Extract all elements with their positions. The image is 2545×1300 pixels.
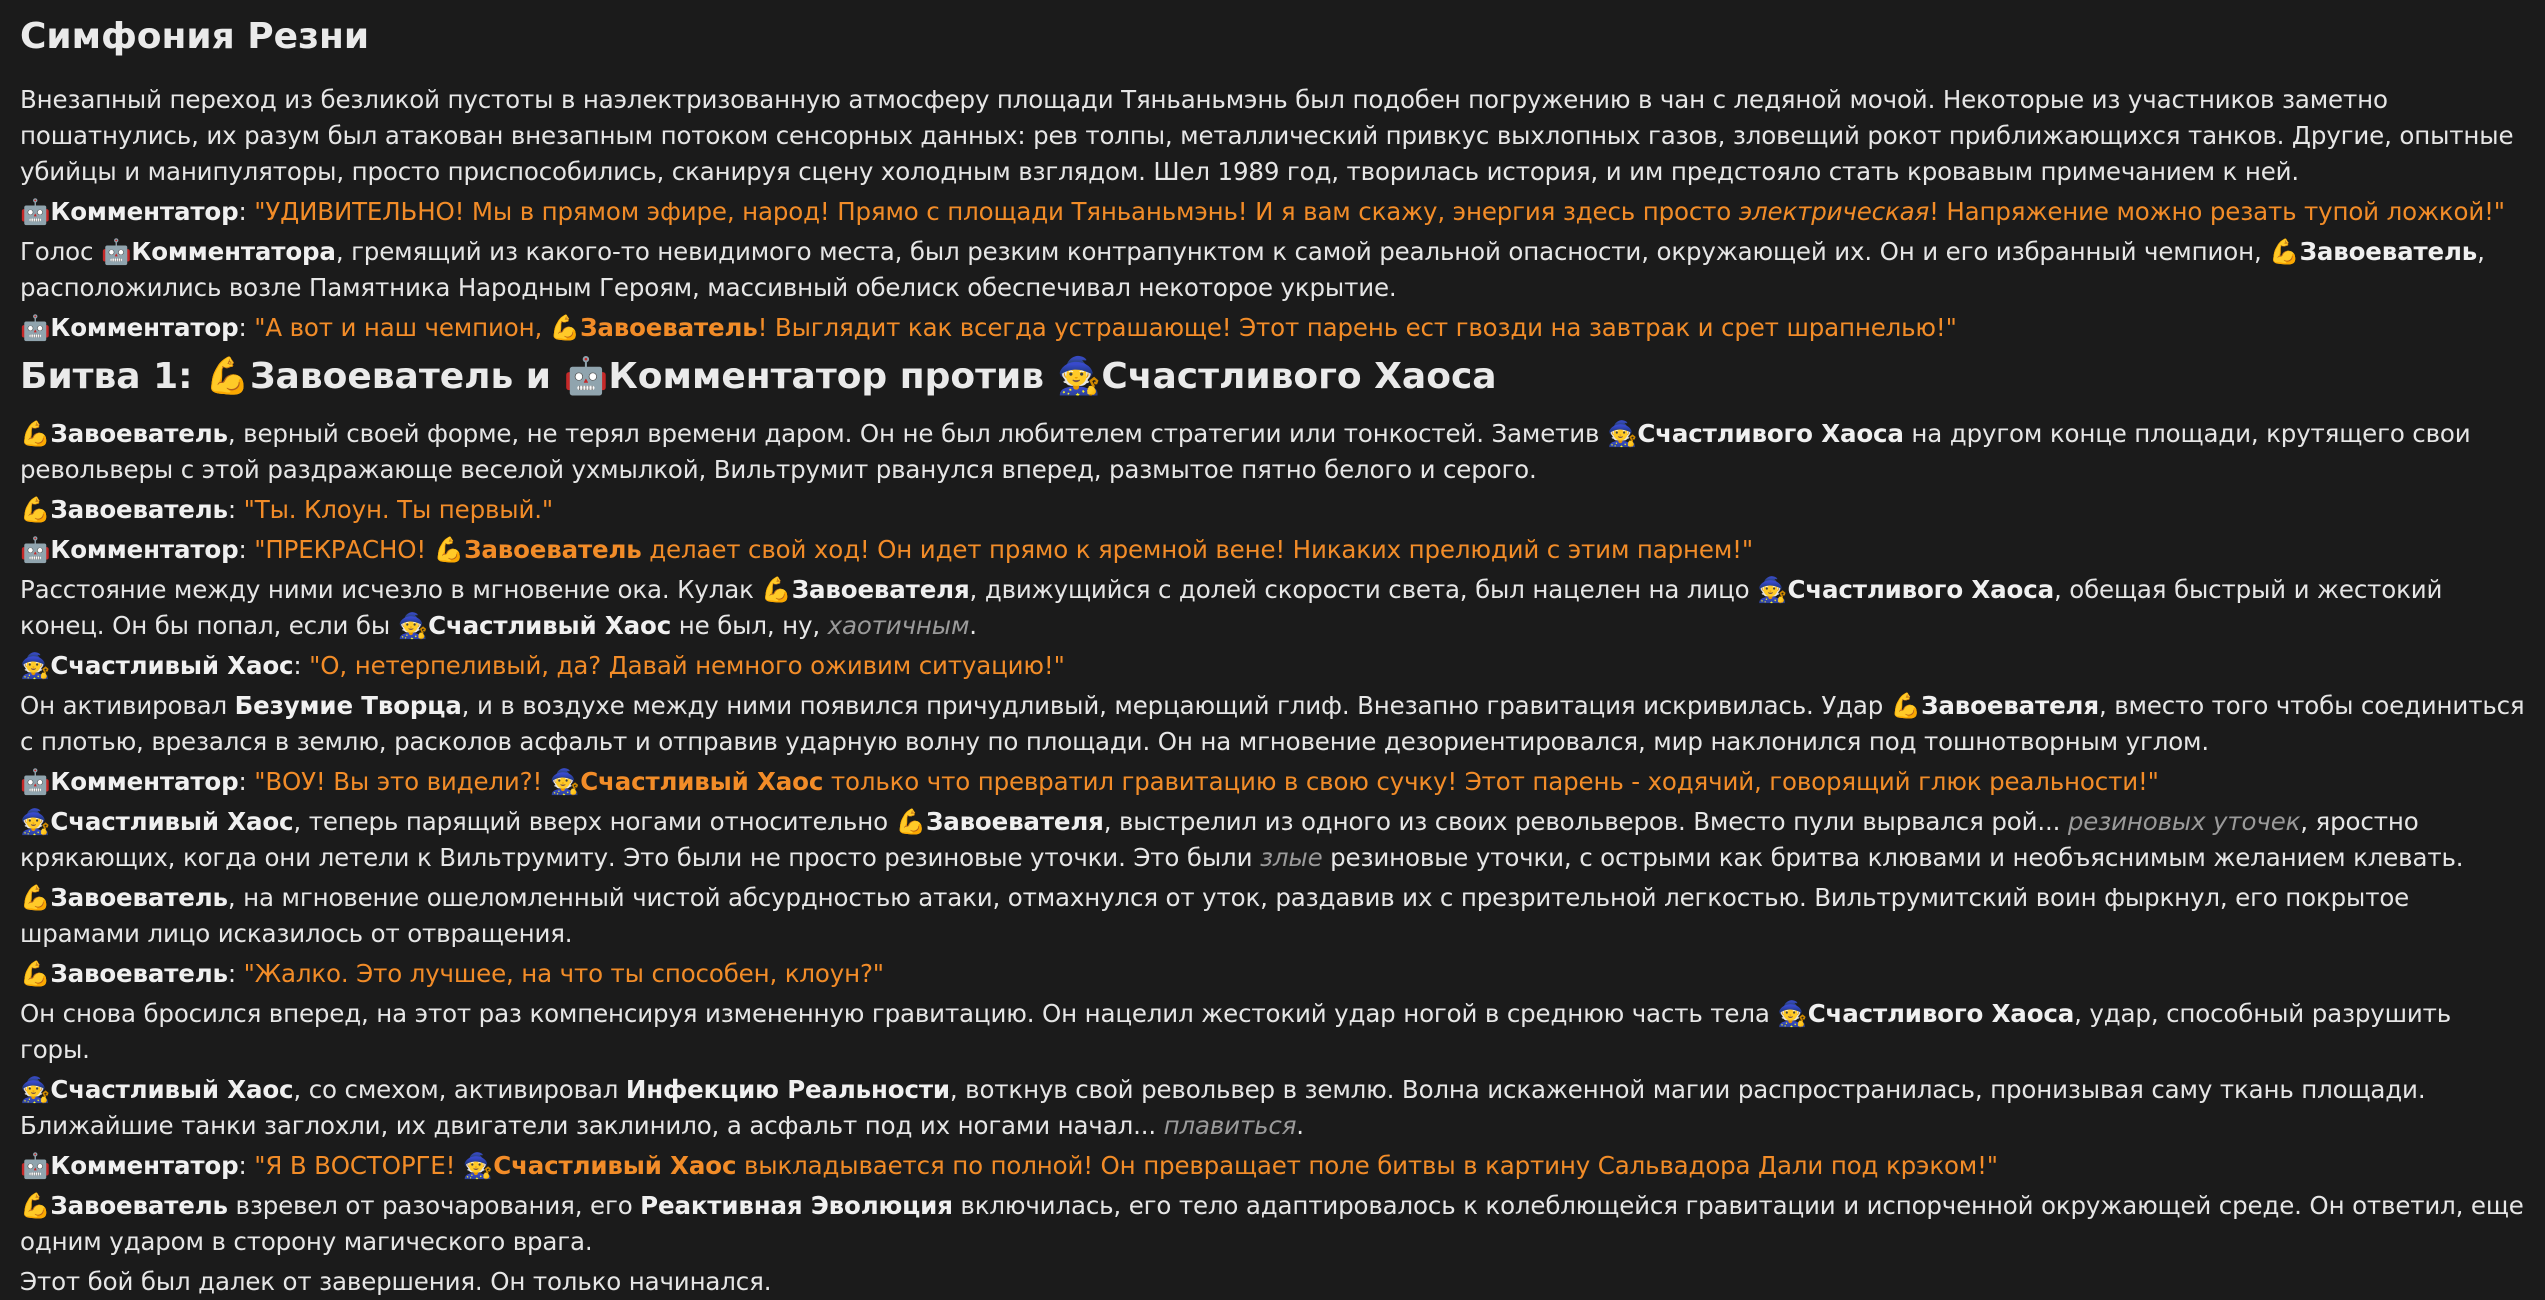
robot-icon: 🤖 bbox=[100, 237, 132, 266]
flexed-biceps-icon: 💪 bbox=[20, 495, 51, 524]
paragraph-glyph: Он активировал Безумие Творца, и в воздухе между ними появился причудливый, мерцающий глиф. Внезапно гравитация искривилась. Удар 💪Завоевателя, вместо того чтобы соединиться с плотью, врезался в землю, расколов асфальт и отправив ударную волну по площади. Он на мгновение дезориентировался, мир наклонился под тошнотворным углом. bbox=[20, 691, 2525, 756]
paragraph-conqueror-charge: 💪Завоеватель, верный своей форме, не терял времени даром. Он не был любителем стратегии или тонкостей. Заметив 🧙Счастливого Хаоса на другом конце площади, крутящего свои револьверы с этой раздражающе веселой ухмылкой, Вильтрумит рванулся вперед, размытое пятно белого и серого. bbox=[20, 419, 2471, 484]
wizard-icon: 🧙 bbox=[462, 1151, 494, 1180]
robot-icon: 🤖 bbox=[20, 313, 51, 342]
paragraph-intro: Внезапный переход из безликой пустоты в наэлектризованную атмосферу площади Тяньаньмэнь был подобен погружению в чан с ледяной мочой. Некоторые из участников заметно пошатнулись, их разум был атакован внезапным потоком сенсорных данных: рев толпы, металлический привкус выхлопных газов, зловещий рокот приближающихся танков. Другие, опытные убийцы и манипуляторы, просто приспособились, сканируя сцену холодным взглядом. Шел 1989 год, творилась история, и им предстояло стать кровавым примечанием к ней. bbox=[20, 85, 2514, 186]
speaker-name: Завоеватель bbox=[50, 959, 228, 988]
flexed-biceps-icon: 💪 bbox=[2269, 237, 2300, 266]
flexed-biceps-icon: 💪 bbox=[1890, 691, 1922, 720]
flexed-biceps-icon: 💪 bbox=[205, 356, 250, 397]
commentator-line-1: 🤖Комментатор: "УДИВИТЕЛЬНО! Мы в прямом эфире, народ! Прямо с площади Тяньаньмэнь! И я вам скажу, энергия здесь просто электрическая! Напряжение можно резать тупой ложкой!" bbox=[20, 197, 2505, 226]
commentator-line-4: 🤖Комментатор: "ВОУ! Вы это видели?! 🧙Счастливый Хаос только что превратил гравитацию в свою сучку! Этот парень - ходячий, говорящий глюк реальности!" bbox=[20, 767, 2159, 796]
flexed-biceps-icon: 💪 bbox=[895, 807, 926, 836]
speaker-name: Комментатор bbox=[50, 535, 239, 564]
quote: "ПРЕКРАСНО! 💪Завоеватель делает свой ход! Он идет прямо к яремной вене! Никаких прелюдий с этим парнем!" bbox=[254, 535, 1753, 564]
robot-icon: 🤖 bbox=[20, 197, 51, 226]
section-heading-battle-1: Битва 1: 💪Завоеватель и 🤖Комментатор против 🧙Счастливого Хаоса bbox=[20, 356, 1497, 397]
wizard-icon: 🧙 bbox=[1757, 575, 1788, 604]
wizard-icon: 🧙 bbox=[1777, 999, 1808, 1028]
quote: "О, нетерпеливый, да? Давай немного оживим ситуацию!" bbox=[309, 651, 1065, 680]
flexed-biceps-icon: 💪 bbox=[20, 419, 51, 448]
commentator-line-5: 🤖Комментатор: "Я В ВОСТОРГЕ! 🧙Счастливый Хаос выкладывается по полной! Он превращает поле битвы в картину Сальвадора Дали под крэком!" bbox=[20, 1151, 1998, 1180]
flexed-biceps-icon: 💪 bbox=[761, 575, 792, 604]
paragraph-closing: Этот бой был далек от завершения. Он только начинался. bbox=[20, 1267, 772, 1296]
speaker-name: Комментатор bbox=[50, 313, 239, 342]
flexed-biceps-icon: 💪 bbox=[433, 535, 465, 564]
commentator-line-2: 🤖Комментатор: "А вот и наш чемпион, 💪Завоеватель! Выглядит как всегда устрашающе! Этот парень ест гвозди на завтрак и срет шрапнелью!" bbox=[20, 313, 1957, 342]
flexed-biceps-icon: 💪 bbox=[20, 1191, 51, 1220]
wizard-icon: 🧙 bbox=[397, 611, 429, 640]
wizard-icon: 🧙 bbox=[20, 807, 51, 836]
quote: "Я В ВОСТОРГЕ! 🧙Счастливый Хаос выкладывается по полной! Он превращает поле битвы в картину Сальвадора Дали под крэком!" bbox=[254, 1151, 1998, 1180]
speaker-name: Комментатор bbox=[50, 1151, 239, 1180]
quote: "Ты. Клоун. Ты первый." bbox=[243, 495, 553, 524]
paragraph-infection: 🧙Счастливый Хаос, со смехом, активировал Инфекцию Реальности, воткнув свой револьвер в землю. Волна искаженной магии распространилась, пронизывая саму ткань площади. Ближайшие танки заглохли, их двигатели заклинило, а асфальт под их ногами начал... плавиться. bbox=[20, 1075, 2426, 1140]
quote: "УДИВИТЕЛЬНО! Мы в прямом эфире, народ! Прямо с площади Тяньаньмэнь! И я вам скажу, энергия здесь просто электрическая! Напряжение можно резать тупой ложкой!" bbox=[254, 197, 2505, 226]
speaker-name: Завоеватель bbox=[50, 495, 228, 524]
chaos-line-1: 🧙Счастливый Хаос: "О, нетерпеливый, да? Давай немного оживим ситуацию!" bbox=[20, 651, 1065, 680]
robot-icon: 🤖 bbox=[20, 767, 51, 796]
flexed-biceps-icon: 💪 bbox=[20, 883, 51, 912]
flexed-biceps-icon: 💪 bbox=[20, 959, 51, 988]
robot-icon: 🤖 bbox=[563, 356, 609, 397]
wizard-icon: 🧙 bbox=[1056, 356, 1102, 397]
quote: "ВОУ! Вы это видели?! 🧙Счастливый Хаос только что превратил гравитацию в свою сучку! Этот парень - ходячий, говорящий глюк реальности!" bbox=[254, 767, 2159, 796]
paragraph-kick: Он снова бросился вперед, на этот раз компенсируя измененную гравитацию. Он нацелил жестокий удар ногой в среднюю часть тела 🧙Счастливого Хаоса, удар, способный разрушить горы. bbox=[20, 999, 2452, 1064]
robot-icon: 🤖 bbox=[20, 535, 51, 564]
wizard-icon: 🧙 bbox=[20, 651, 51, 680]
paragraph-voice: Голос 🤖Комментатора, гремящий из какого-то невидимого места, был резким контрапунктом к самой реальной опасности, окружающей их. Он и его избранный чемпион, 💪Завоеватель, расположились возле Памятника Народным Героям, массивный обелиск обеспечивал некоторое укрытие. bbox=[20, 237, 2485, 302]
wizard-icon: 🧙 bbox=[20, 1075, 51, 1104]
robot-icon: 🤖 bbox=[20, 1151, 51, 1180]
commentator-line-3: 🤖Комментатор: "ПРЕКРАСНО! 💪Завоеватель делает свой ход! Он идет прямо к яремной вене! Никаких прелюдий с этим парнем!" bbox=[20, 535, 1753, 564]
wizard-icon: 🧙 bbox=[1606, 419, 1638, 448]
flexed-biceps-icon: 💪 bbox=[549, 313, 581, 342]
paragraph-distance: Расстояние между ними исчезло в мгновение ока. Кулак 💪Завоевателя, движущийся с долей скорости света, был нацелен на лицо 🧙Счастливого Хаоса, обещая быстрый и жестокий конец. Он бы попал, если бы 🧙Счастливый Хаос не был, ну, хаотичным. bbox=[20, 575, 2443, 640]
paragraph-ducks: 🧙Счастливый Хаос, теперь парящий вверх ногами относительно 💪Завоевателя, выстрелил из одного из своих револьверов. Вместо пули вырвался рой... резиновых уточек, яростно крякающих, когда они летели к Вильтрумиту. Это были не просто резиновые уточки. Это были злые резиновые уточки, с острыми как бритва клювами и необъяснимым желанием клевать. bbox=[20, 807, 2464, 872]
paragraph-evolution: 💪Завоеватель взревел от разочарования, его Реактивная Эволюция включилась, его тело адаптировалось к колеблющейся гравитации и испорченной окружающей среде. Он ответил, еще одним ударом в сторону магического врага. bbox=[20, 1191, 2524, 1256]
paragraph-swat: 💪Завоеватель, на мгновение ошеломленный чистой абсурдностью атаки, отмахнулся от уток, раздавив их с презрительной легкостью. Вильтрумитский воин фыркнул, его покрытое шрамами лицо исказилось от отвращения. bbox=[20, 883, 2410, 948]
conqueror-line-1: 💪Завоеватель: "Ты. Клоун. Ты первый." bbox=[20, 495, 553, 524]
speaker-name: Комментатор bbox=[50, 767, 239, 796]
speaker-name: Счастливый Хаос bbox=[50, 651, 294, 680]
quote: "Жалко. Это лучшее, на что ты способен, клоун?" bbox=[243, 959, 884, 988]
page-title: Симфония Резни bbox=[20, 16, 370, 57]
speaker-name: Комментатор bbox=[50, 197, 239, 226]
quote: "А вот и наш чемпион, 💪Завоеватель! Выглядит как всегда устрашающе! Этот парень ест гвозди на завтрак и срет шрапнелью!" bbox=[254, 313, 1957, 342]
conqueror-line-2: 💪Завоеватель: "Жалко. Это лучшее, на что ты способен, клоун?" bbox=[20, 959, 884, 988]
wizard-icon: 🧙 bbox=[549, 767, 581, 796]
